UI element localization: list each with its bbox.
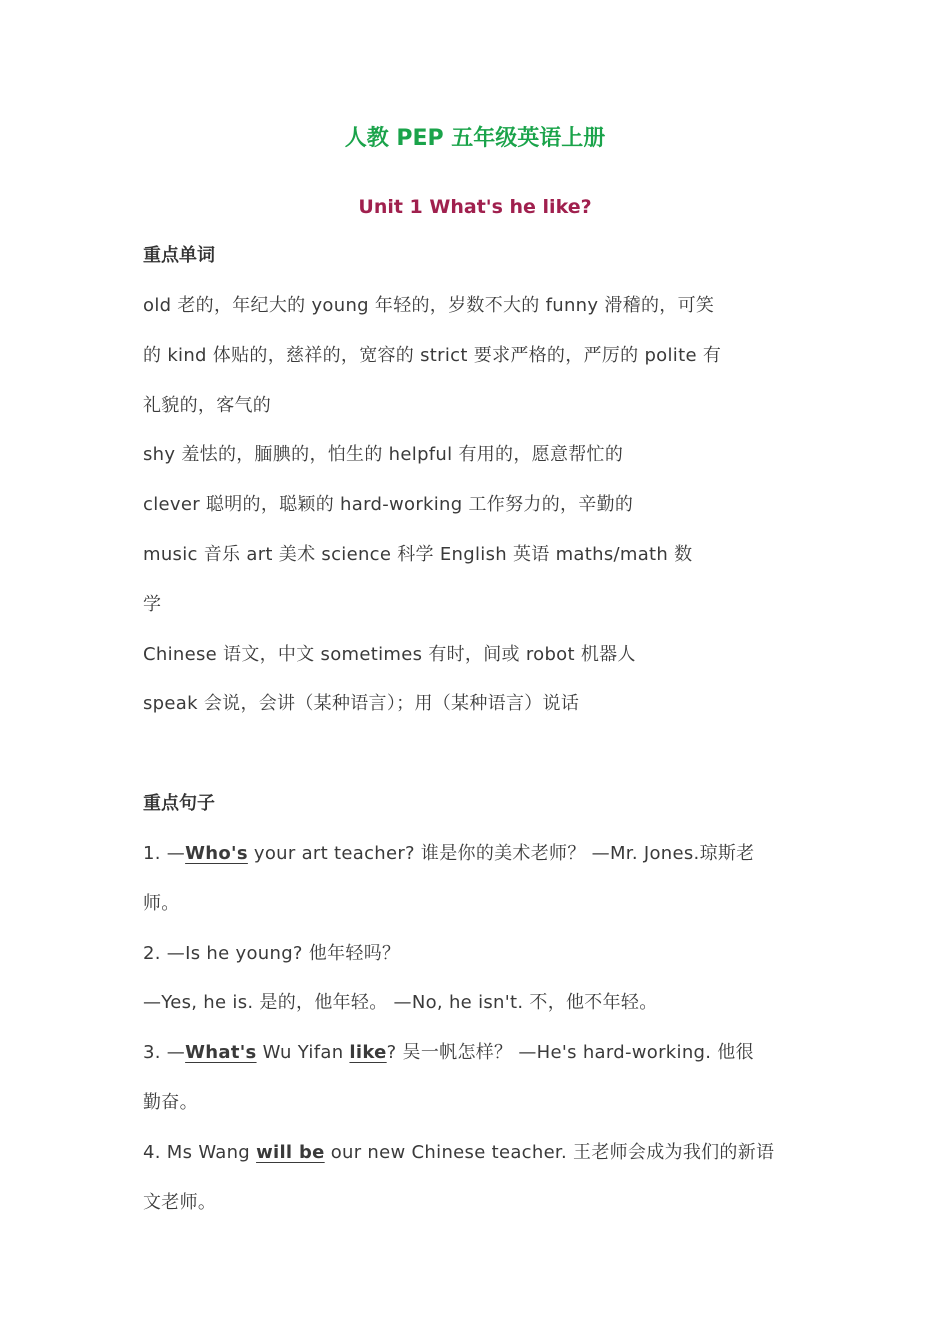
key-phrase: Who's	[185, 843, 248, 864]
key-phrase: What's	[185, 1042, 257, 1064]
sentences-heading: 重点句子	[143, 793, 215, 814]
sentence-4	[143, 1128, 807, 1178]
vocab-line: Chinese 语文，中文 sometimes 有时，间或 robot 机器人	[143, 643, 636, 665]
sentence-1-cont: 师。	[143, 892, 180, 914]
sentence-3	[143, 1028, 807, 1078]
vocab-line: speak 会说，会讲（某种语言）；用（某种语言）说话	[143, 693, 580, 715]
vocab-line: 学	[143, 593, 162, 615]
vocab-list	[143, 281, 807, 729]
sentence-text: Wu Yifan	[256, 1042, 350, 1064]
sentence-2: 2. —Is he young? 他年轻吗？	[143, 942, 401, 964]
sentence-list	[143, 829, 807, 1227]
vocab-line: clever 聪明的，聪颖的 hard-working 工作努力的，辛勤的	[143, 494, 634, 516]
document-title: 人教 PEP 五年级英语上册	[344, 126, 606, 151]
sentence-number: 1. —	[143, 843, 186, 864]
key-phrase: like	[349, 1042, 387, 1064]
sentence-2-answer: —Yes, he is. 是的，他年轻。 —No, he isn't. 不，他不年轻。	[143, 992, 658, 1014]
sentence-text: your art teacher? 谁是你的美术老师？ —Mr. Jones.琼斯老	[247, 843, 755, 864]
vocab-heading: 重点单词	[143, 245, 215, 266]
vocab-line: 的 kind 体贴的，慈祥的，宽容的 strict 要求严格的，严厉的 polite 有	[143, 344, 722, 366]
vocab-line: old 老的，年纪大的 young 年轻的，岁数不大的 funny 滑稽的，可笑	[143, 295, 715, 316]
sentence-text: 4. Ms Wang	[143, 1141, 257, 1163]
unit-title: Unit 1 What's he like?	[358, 196, 592, 218]
vocab-line: music 音乐 art 美术 science 科学 English 英语 maths/math 数	[143, 543, 693, 565]
key-phrase: will be	[256, 1141, 325, 1163]
sentence-text: our new Chinese teacher. 王老师会成为我们的新语	[324, 1141, 775, 1163]
sentence-number: 3. —	[143, 1042, 186, 1064]
vocab-line: shy 羞怯的，腼腆的，怕生的 helpful 有用的，愿意帮忙的	[143, 444, 624, 466]
sentence-text: ? 吴一帆怎样？ —He's hard-working. 他很	[386, 1042, 754, 1064]
sentence-3-cont: 勤奋。	[143, 1091, 198, 1113]
vocab-line: 礼貌的，客气的	[143, 394, 272, 416]
sentence-1	[143, 829, 807, 879]
sentence-4-cont: 文老师。	[143, 1191, 217, 1213]
